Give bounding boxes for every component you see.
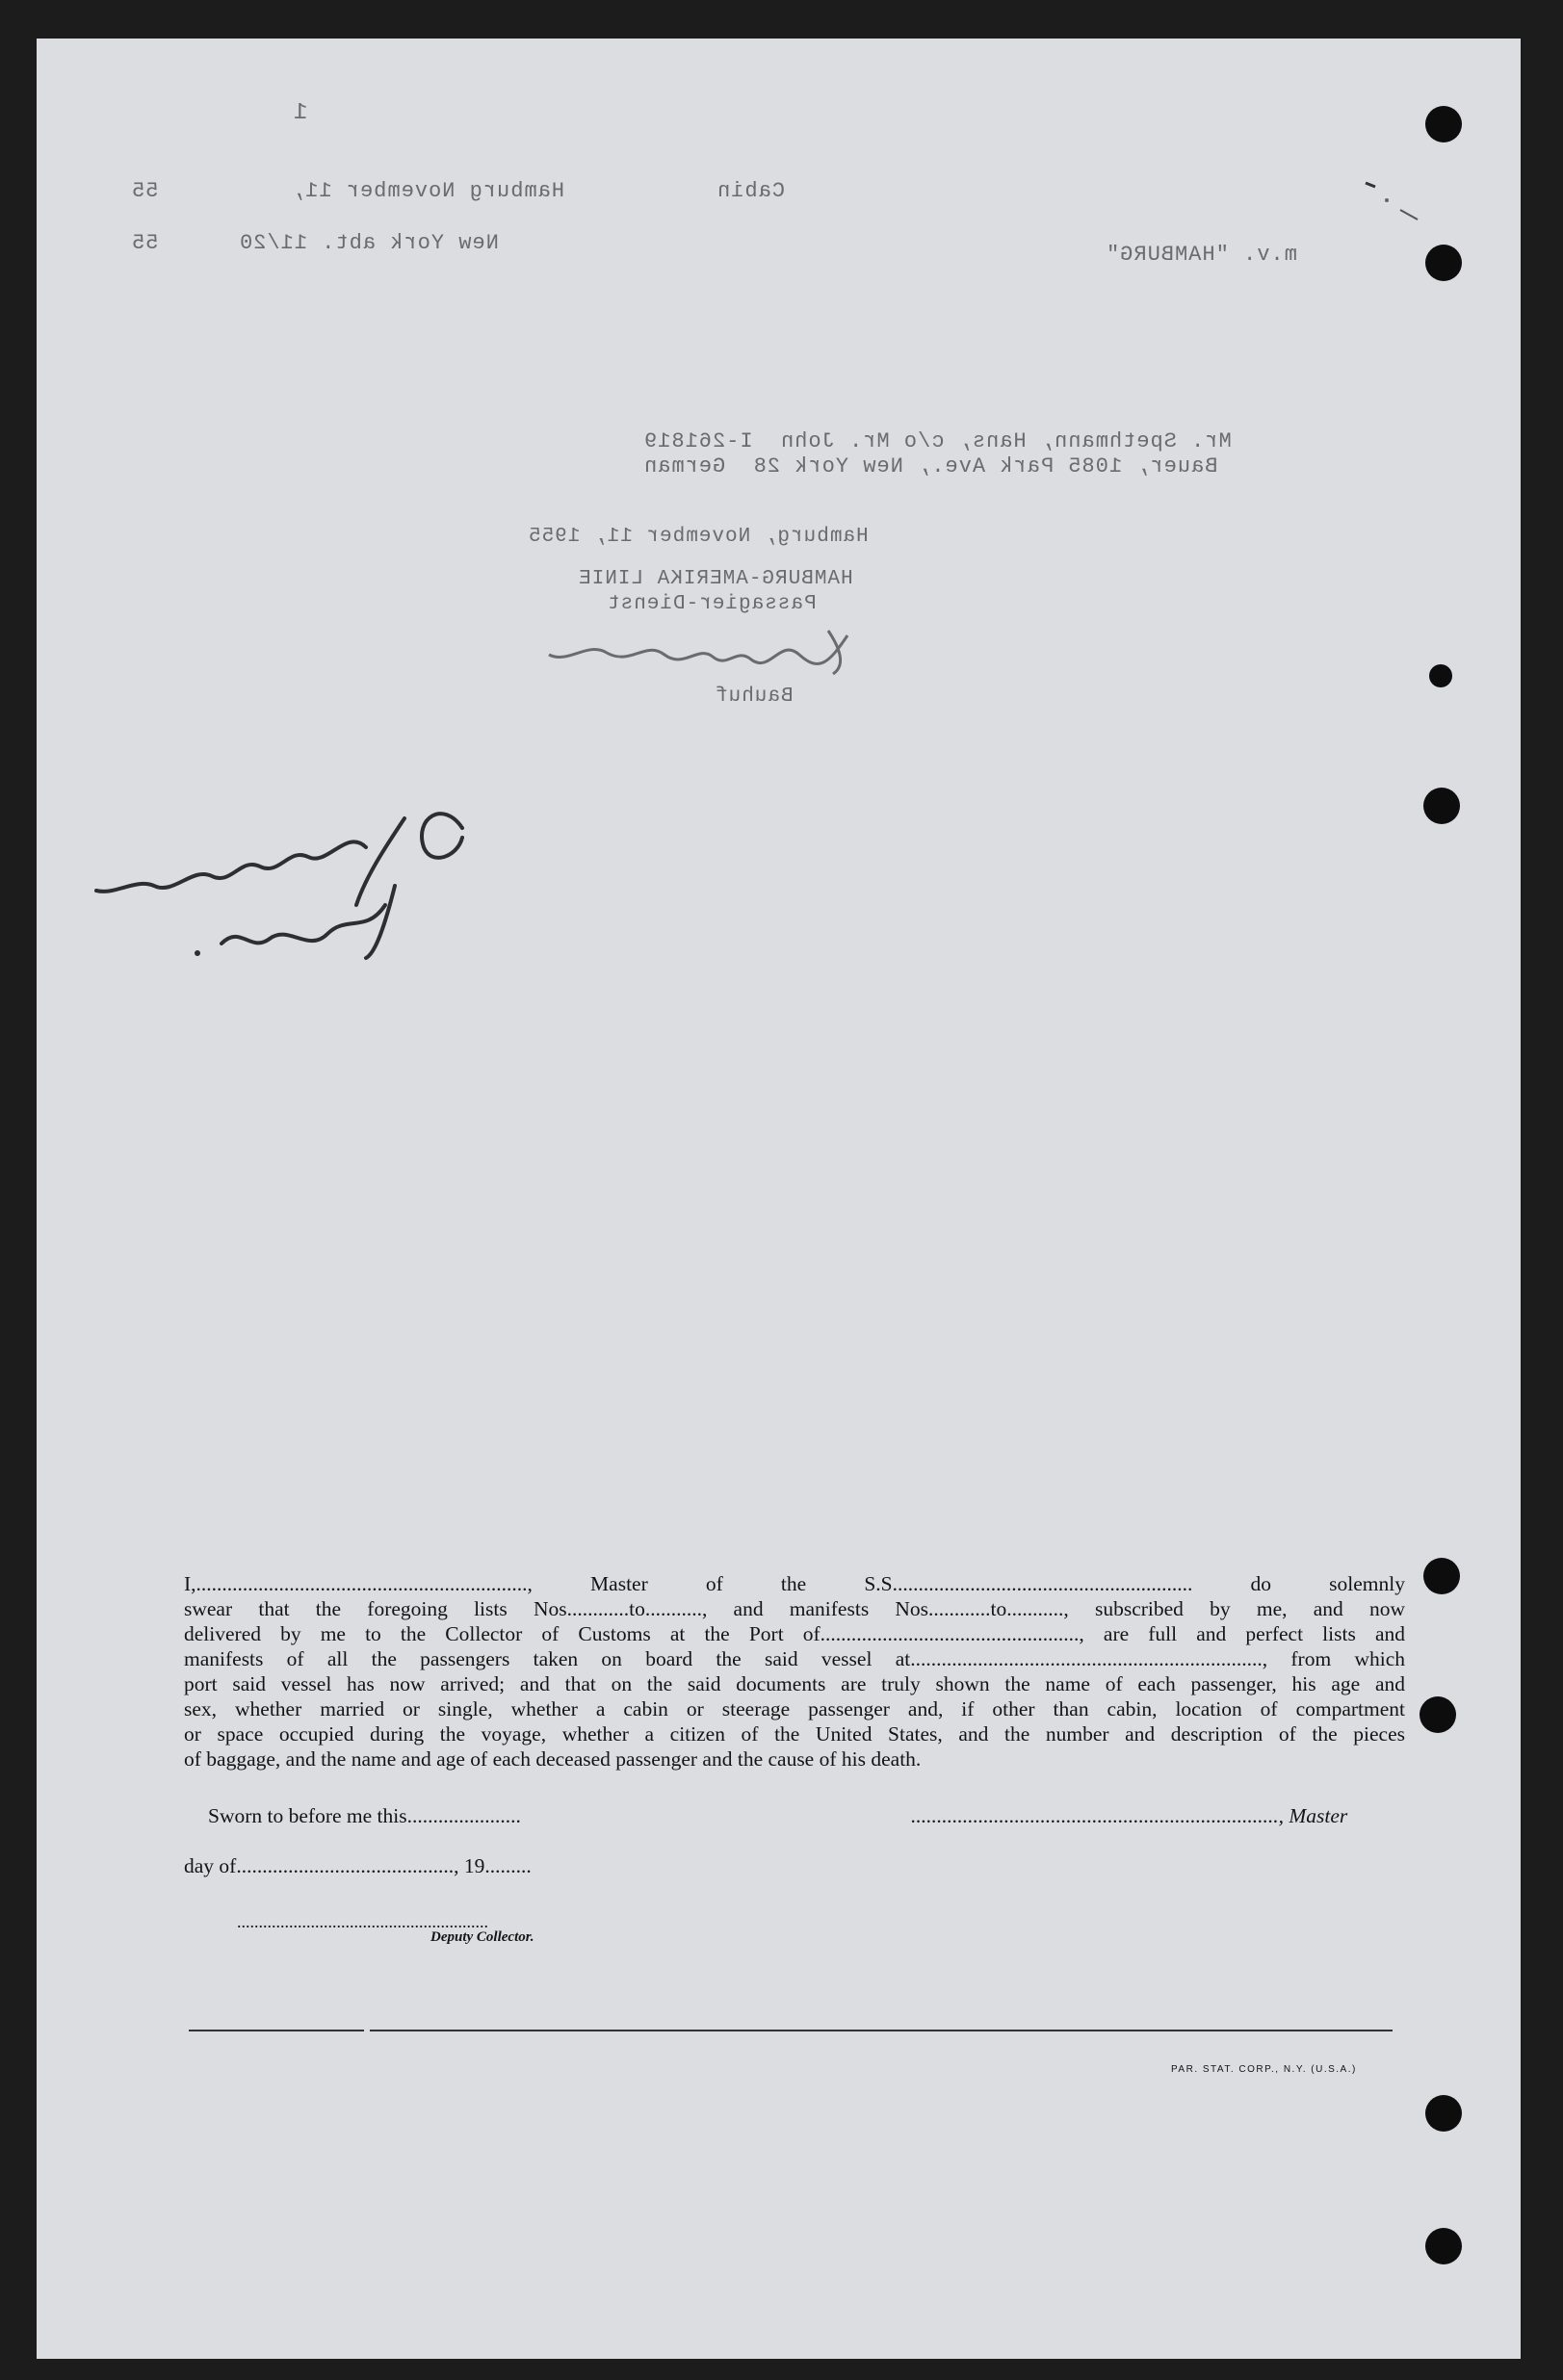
manifest-year-2: 55 bbox=[131, 231, 159, 255]
stamp-place-date: Hamburg, November 11, 1955 bbox=[528, 526, 869, 548]
printer-imprint: PAR. STAT. CORP., N.Y. (U.S.A.) bbox=[1171, 2064, 1357, 2075]
stamp-department: Passagier-Dienst bbox=[607, 593, 817, 615]
oath-line: of baggage, and the name and age of each deceased passenger and the cause of his death. bbox=[184, 1747, 922, 1771]
page-number: 1 bbox=[293, 100, 308, 126]
deputy-signature-line: .......................................................... bbox=[237, 1912, 488, 1931]
master-oath bbox=[184, 1571, 1405, 1772]
oath-line: swear that the foregoing lists Nos............to..........., and manifests Nos............to..........., subscribed by me, and now bbox=[184, 1597, 1405, 1620]
oath-line: delivered by me to the Collector of Customs at the Port of.................................................., are full and perfect lists and bbox=[184, 1622, 1405, 1645]
oath-line: manifests of all the passengers taken on board the said vessel at...................................................................., from which bbox=[184, 1647, 1405, 1670]
stamp-signature bbox=[539, 626, 867, 684]
passenger-line-1: Mr. Spethmann, Hans, c/o Mr. John I-261819 bbox=[643, 429, 1232, 453]
deputy-collector-label: Deputy Collector. bbox=[430, 1929, 534, 1945]
punch-hole bbox=[1425, 106, 1462, 142]
captain-signature bbox=[77, 789, 472, 963]
divider-rule bbox=[370, 2030, 1393, 2031]
manifest-class: Cabin bbox=[716, 179, 786, 203]
day-of-line: day of.........................................., 19......... bbox=[184, 1854, 532, 1877]
stamp-signature-name: Bauhuf bbox=[715, 686, 794, 708]
oath-line: or space occupied during the voyage, whether a citizen of the United States, and the number and description of the pieces bbox=[184, 1722, 1405, 1746]
punch-hole bbox=[1429, 664, 1452, 687]
master-signature-line: ......................................................................., Master bbox=[911, 1804, 1348, 1827]
manifest-vessel: m.v. "HAMBURG" bbox=[1106, 243, 1297, 267]
oath-line: port said vessel has now arrived; and that on the said documents are truly shown the name of each passenger, his age and bbox=[184, 1672, 1405, 1695]
manifest-port-date: Hamburg November 11, bbox=[291, 179, 565, 203]
stamp-company: HAMBURG-AMERIKA LINIE bbox=[578, 568, 853, 590]
manifest-year-1: 55 bbox=[131, 179, 159, 203]
punch-hole bbox=[1423, 788, 1460, 824]
oath-line: sex, whether married or single, whether a cabin or steerage passenger and, if other than cabin, location of compartment bbox=[184, 1697, 1405, 1720]
manifest-page bbox=[37, 39, 1521, 2359]
punch-hole bbox=[1425, 2095, 1462, 2132]
margin-marks bbox=[1362, 177, 1429, 235]
punch-hole bbox=[1425, 245, 1462, 281]
oath-line: I,................................................................, Master of the S.S.......................................................... do solemnly bbox=[184, 1572, 1405, 1595]
sworn-before-line: Sworn to before me this...................... bbox=[208, 1804, 521, 1827]
divider-rule bbox=[189, 2030, 364, 2031]
punch-hole bbox=[1420, 1696, 1456, 1733]
passenger-line-2: Bauer, 1085 Park Ave., New York 28 German bbox=[643, 454, 1218, 479]
manifest-arrival: New York abt. 11/20 bbox=[239, 231, 499, 255]
punch-hole bbox=[1423, 1558, 1460, 1594]
punch-hole bbox=[1425, 2228, 1462, 2264]
